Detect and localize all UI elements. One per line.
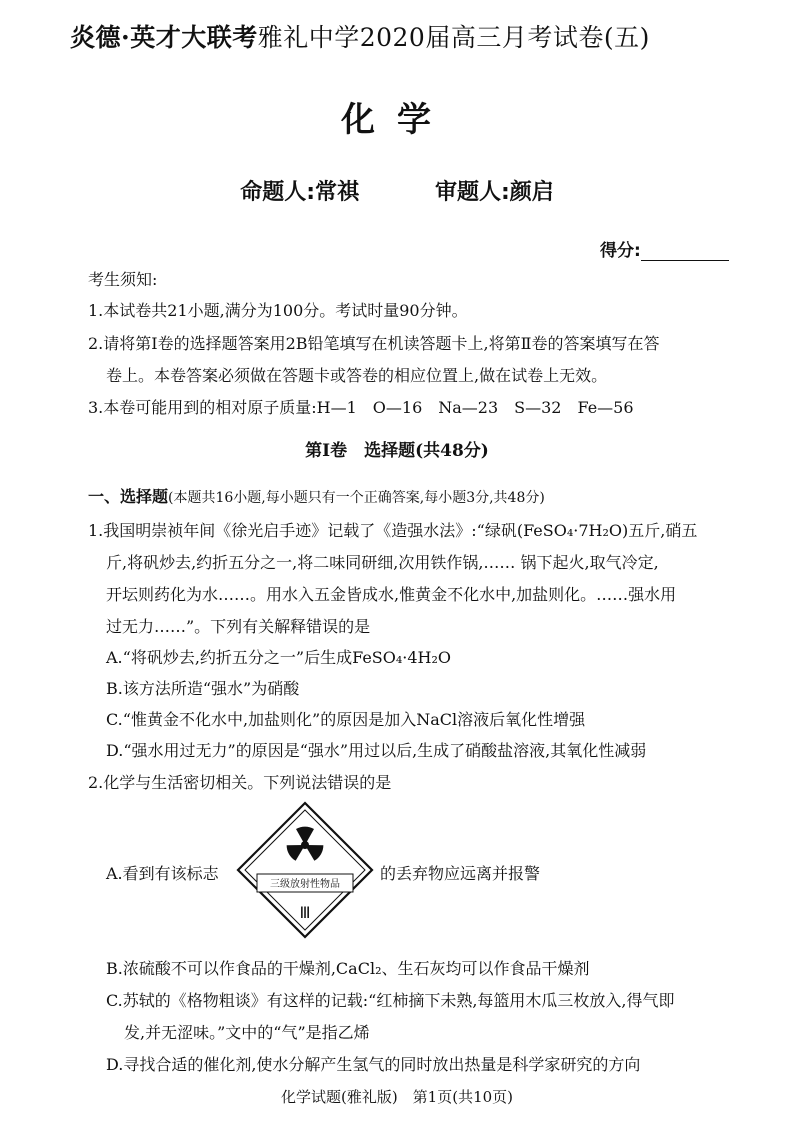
q2-option-b: B.浓硫酸不可以作食品的干燥剂,CaCl₂、生石灰均可以作食品干燥剂 <box>106 959 590 978</box>
radioactive-sign-icon <box>235 800 375 940</box>
score-field[interactable] <box>600 236 729 261</box>
section-title: 第Ⅰ卷 选择题(共48分) <box>305 441 489 461</box>
score-label: 得分: <box>600 241 641 261</box>
exam-header <box>70 18 650 54</box>
exam-title: 雅礼中学2020届高三月考试卷(五) <box>257 23 650 52</box>
q2-stem: 2.化学与生活密切相关。下列说法错误的是 <box>88 773 392 792</box>
q2-option-d: D.寻找合适的催化剂,使水分解产生氢气的同时放出热量是科学家研究的方向 <box>106 1055 641 1074</box>
q2-option-a-post: 的丢弃物应远离并报警 <box>380 864 541 883</box>
q1-option-a: A.“将矾炒去,约折五分之一”后生成FeSO₄·4H₂O <box>106 648 452 667</box>
notice-heading: 考生须知: <box>88 270 158 289</box>
notice-item-1: 1.本试卷共21小题,满分为100分。考试时量90分钟。 <box>88 301 468 320</box>
subject-title: 化学 <box>341 100 453 140</box>
q1-line-2: 斤,将矾炒去,约折五分之一,将二味同研细,次用铁作锅,…… 锅下起火,取气冷定, <box>106 553 659 572</box>
authors-line <box>0 175 794 206</box>
q1-line-3: 开坛则药化为水……。用水入五金皆成水,惟黄金不化水中,加盐则化。……强水用 <box>106 585 677 604</box>
notice-item-2-cont: 卷上。本卷答案必须做在答题卡或答卷的相应位置上,做在试卷上无效。 <box>106 366 608 385</box>
q2-option-a-pre: A.看到有该标志 <box>106 864 219 883</box>
q2-option-c: C.苏轼的《格物粗谈》有这样的记载:“红柿摘下未熟,每篮用木瓜三枚放入,得气即 <box>106 991 675 1010</box>
setter: 命题人:常祺 <box>240 180 359 205</box>
score-blank[interactable] <box>641 244 729 261</box>
part-label: 一、选择题 <box>88 487 169 506</box>
notice-item-2: 2.请将第Ⅰ卷的选择题答案用2B铅笔填写在机读答题卡上,将第Ⅱ卷的答案填写在答 <box>88 334 660 353</box>
q1-line-1: 1.我国明崇祯年间《徐光启手迹》记载了《造强水法》:“绿矾(FeSO₄·7H₂O)五斤,硝五 <box>88 521 698 540</box>
brand-name: 炎德·英才大联考 <box>70 23 258 52</box>
sign-label: 三级放射性物品 <box>270 879 340 890</box>
page-footer: 化学试题(雅礼版) 第1页(共10页) <box>280 1088 514 1106</box>
q1-line-4: 过无力……”。下列有关解释错误的是 <box>106 617 371 636</box>
sign-class: Ⅲ <box>299 903 311 922</box>
notice-item-3: 3.本卷可能用到的相对原子质量:H—1 O—16 Na—23 S—32 Fe—56 <box>88 398 634 417</box>
q1-option-c: C.“惟黄金不化水中,加盐则化”的原因是加入NaCl溶液后氧化性增强 <box>106 710 586 729</box>
q2-option-c-cont: 发,并无涩味。”文中的“气”是指乙烯 <box>124 1023 370 1042</box>
reviewer: 审题人:颜启 <box>435 180 554 205</box>
q1-option-d: D.“强水用过无力”的原因是“强水”用过以后,生成了硝酸盐溶液,其氧化性减弱 <box>106 741 647 760</box>
part-note: (本题共16小题,每小题只有一个正确答案,每小题3分,共48分) <box>168 490 545 506</box>
part-heading <box>88 484 545 507</box>
q1-option-b: B.该方法所造“强水”为硝酸 <box>106 679 300 698</box>
